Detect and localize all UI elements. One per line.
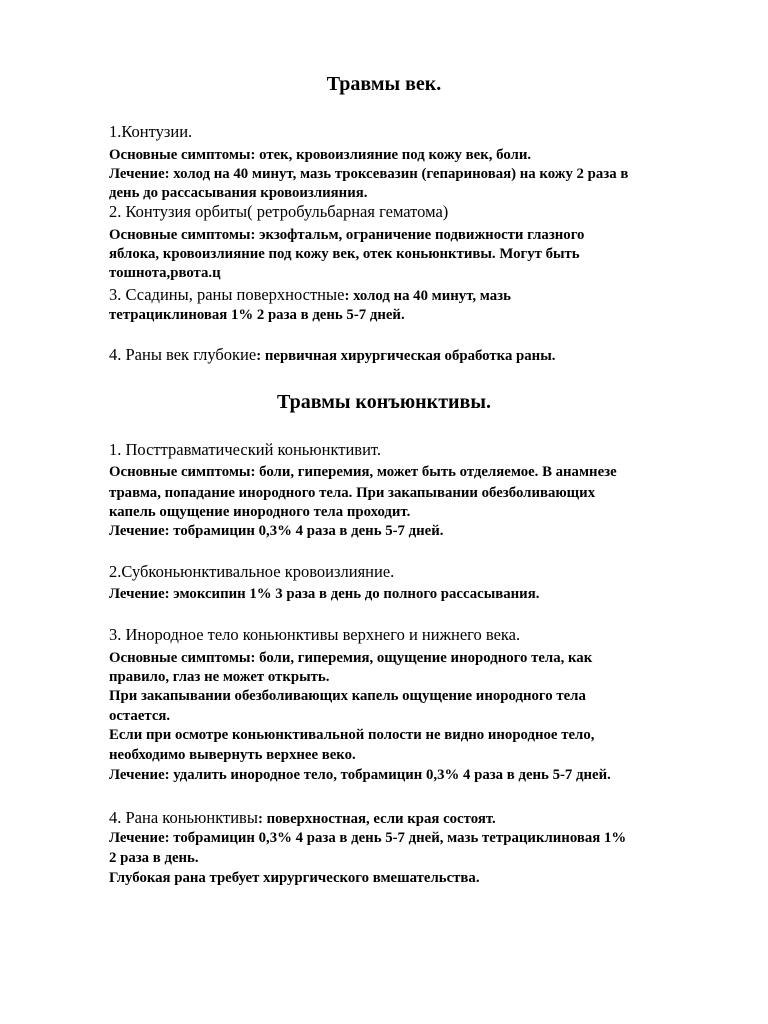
text-line <box>109 521 759 541</box>
heading-run: 2.Субконьюнктивальное кровоизлияние. <box>109 562 395 581</box>
body-run: остается. <box>109 708 171 724</box>
text-line <box>109 848 759 868</box>
body-run: Основные симптомы: боли, гиперемия, может быть отделяемое. В анамнезе <box>109 464 617 480</box>
text-line <box>109 145 759 165</box>
heading-run: 3. Ссадины, раны поверхностные <box>109 285 345 304</box>
text-line <box>109 202 759 223</box>
text-line <box>109 483 759 503</box>
body-run: Лечение: удалить инородное тело, тобрамицин 0,3% 4 раза в день 5-7 дней. <box>109 767 611 783</box>
text-line <box>109 808 759 829</box>
text-line <box>109 285 759 306</box>
body-run: Глубокая рана требует хирургического вмешательства. <box>109 870 480 886</box>
heading-run: 2. Контузия орбиты( ретробульбарная гематома) <box>109 202 449 221</box>
text-line <box>109 244 759 264</box>
text-line <box>109 745 759 765</box>
text-line <box>109 648 759 668</box>
text-line <box>109 183 759 203</box>
body-run: Лечение: эмоксипин 1% 3 раза в день до полного рассасывания. <box>109 586 540 602</box>
heading-run: 4. Рана коньюнктивы <box>109 808 258 827</box>
text-line <box>109 562 759 583</box>
body-run: Основные симптомы: экзофтальм, ограничение подвижности глазного <box>109 227 585 243</box>
text-line <box>109 440 759 461</box>
body-run: : поверхностная, если края состоят. <box>257 811 496 827</box>
body-run: день до рассасывания кровоизлияния. <box>109 185 368 201</box>
text-line <box>109 706 759 726</box>
body-run: Основные симптомы: боли, гиперемия, ощущение инородного тела, как <box>109 650 593 666</box>
text-line <box>109 122 759 143</box>
body-run: яблока, кровоизлияние под кожу век, отек коньюнктивы. Могут быть <box>109 246 580 262</box>
text-line <box>109 502 759 522</box>
heading-run: 1. Посттравматический коньюнктивит. <box>109 440 382 459</box>
body-run: тетрациклиновая 1% 2 раза в день 5-7 дней. <box>109 307 405 323</box>
body-run: : первичная хирургическая обработка раны. <box>256 348 556 364</box>
text-line <box>109 345 759 366</box>
text-line <box>109 263 759 283</box>
text-line <box>109 868 759 888</box>
body-run: Если при осмотре коньюнктивальной полости не видно инородное тело, <box>109 727 595 743</box>
text-line <box>109 462 759 482</box>
body-run: капель ощущение инородного тела проходит. <box>109 504 411 520</box>
body-run: тошнота,рвота.ц <box>109 265 221 281</box>
text-line <box>109 765 759 785</box>
body-run: правило, глаз не может открыть. <box>109 669 330 685</box>
text-line <box>109 828 759 848</box>
body-run: При закапывании обезболивающих капель ощущение инородного тела <box>109 688 586 704</box>
text-line <box>109 164 759 184</box>
body-run: Лечение: тобрамицин 0,3% 4 раза в день 5-7 дней, мазь тетрациклиновая 1% <box>109 830 627 846</box>
heading-run: 1.Контузии. <box>109 122 193 141</box>
body-run: необходимо вывернуть верхнее веко. <box>109 747 356 763</box>
body-run: 2 раза в день. <box>109 850 199 866</box>
text-line <box>109 584 759 604</box>
text-line <box>109 225 759 245</box>
text-line <box>109 686 759 706</box>
body-run: травма, попадание инородного тела. При закапывании обезболивающих <box>109 485 596 501</box>
section-title-conjunctiva-injuries: Травмы конъюнктивы. <box>277 391 491 413</box>
text-line <box>109 625 759 646</box>
text-line <box>109 305 759 325</box>
heading-run: 3. Инородное тело коньюнктивы верхнего и нижнего века. <box>109 625 521 644</box>
body-run: : холод на 40 минут, мазь <box>344 288 511 304</box>
body-run: Основные симптомы: отек, кровоизлияние под кожу век, боли. <box>109 147 532 163</box>
body-run: Лечение: холод на 40 минут, мазь троксевазин (гепариновая) на кожу 2 раза в <box>109 166 629 182</box>
heading-run: 4. Раны век глубокие <box>109 345 257 364</box>
text-line <box>109 725 759 745</box>
text-line <box>109 667 759 687</box>
body-run: Лечение: тобрамицин 0,3% 4 раза в день 5-7 дней. <box>109 523 444 539</box>
section-title-eyelid-injuries: Травмы век. <box>326 73 442 95</box>
